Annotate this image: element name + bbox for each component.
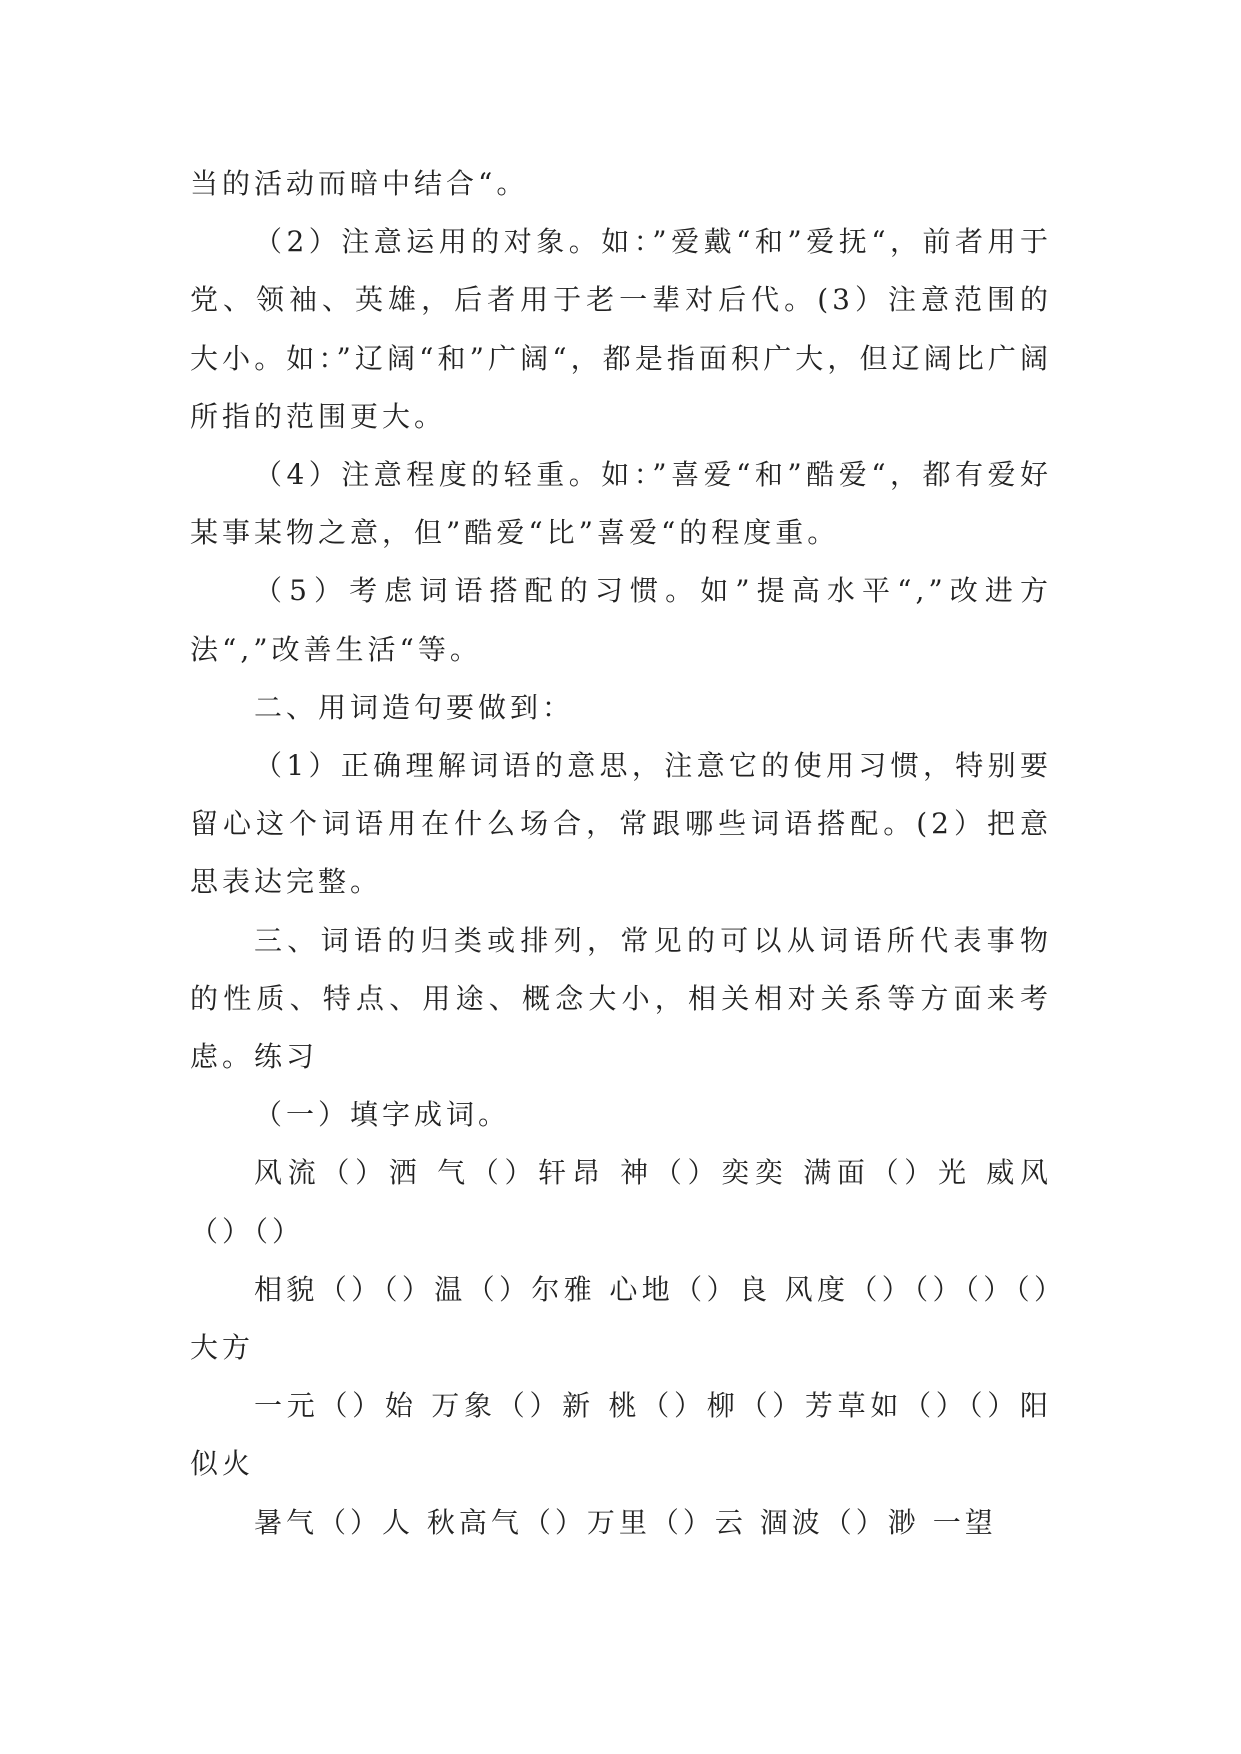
paragraph: 三、词语的归类或排列，常见的可以从词语所代表事物的性质、特点、用途、概念大小，相关相对关系等方面来考虑。练习 xyxy=(190,923,1052,1074)
paragraph: 当的活动而暗中结合“。 xyxy=(190,167,529,200)
exercise-line: 一元（）始 万象（）新 桃（）柳（）芳草如（）（）阳似火 xyxy=(190,1389,1052,1481)
paragraph: （4）注意程度的轻重。如：”喜爱“和”酷爱“，都有爱好某事某物之意，但”酷爱“比”喜爱“的程度重。 xyxy=(190,458,1052,550)
exercise-line: 暑气（）人 秋高气（）万里（）云 涸波（）渺 一望 xyxy=(254,1505,997,1539)
paragraph: （5）考虑词语搭配的习惯。如”提高水平“,”改进方法“,”改善生活“等。 xyxy=(190,574,1052,666)
exercise-line: 风流（）洒 气（）轩昂 神（）奕奕 满面（）光 威风（）（） xyxy=(190,1156,1052,1248)
paragraph: （1）正确理解词语的意思，注意它的使用习惯，特别要留心这个词语用在什么场合，常跟哪些词语搭配。(2）把意思表达完整。 xyxy=(190,749,1052,899)
exercise-heading: （一）填字成词。 xyxy=(254,1098,511,1132)
document-body xyxy=(190,155,1052,1552)
section-heading: 二、用词造句要做到： xyxy=(254,690,575,724)
paragraph: （2）注意运用的对象。如：”爱戴“和”爱抚“，前者用于党、领袖、英雄，后者用于老一辈对后代。(3）注意范围的大小。如：”辽阔“和”广阔“，都是指面积广大，但辽阔比广阔所指的范围更大。 xyxy=(190,225,1052,433)
exercise-line: 相貌（）（）温（）尔雅 心地（）良 风度（）（）（）（）大方 xyxy=(190,1272,1052,1365)
